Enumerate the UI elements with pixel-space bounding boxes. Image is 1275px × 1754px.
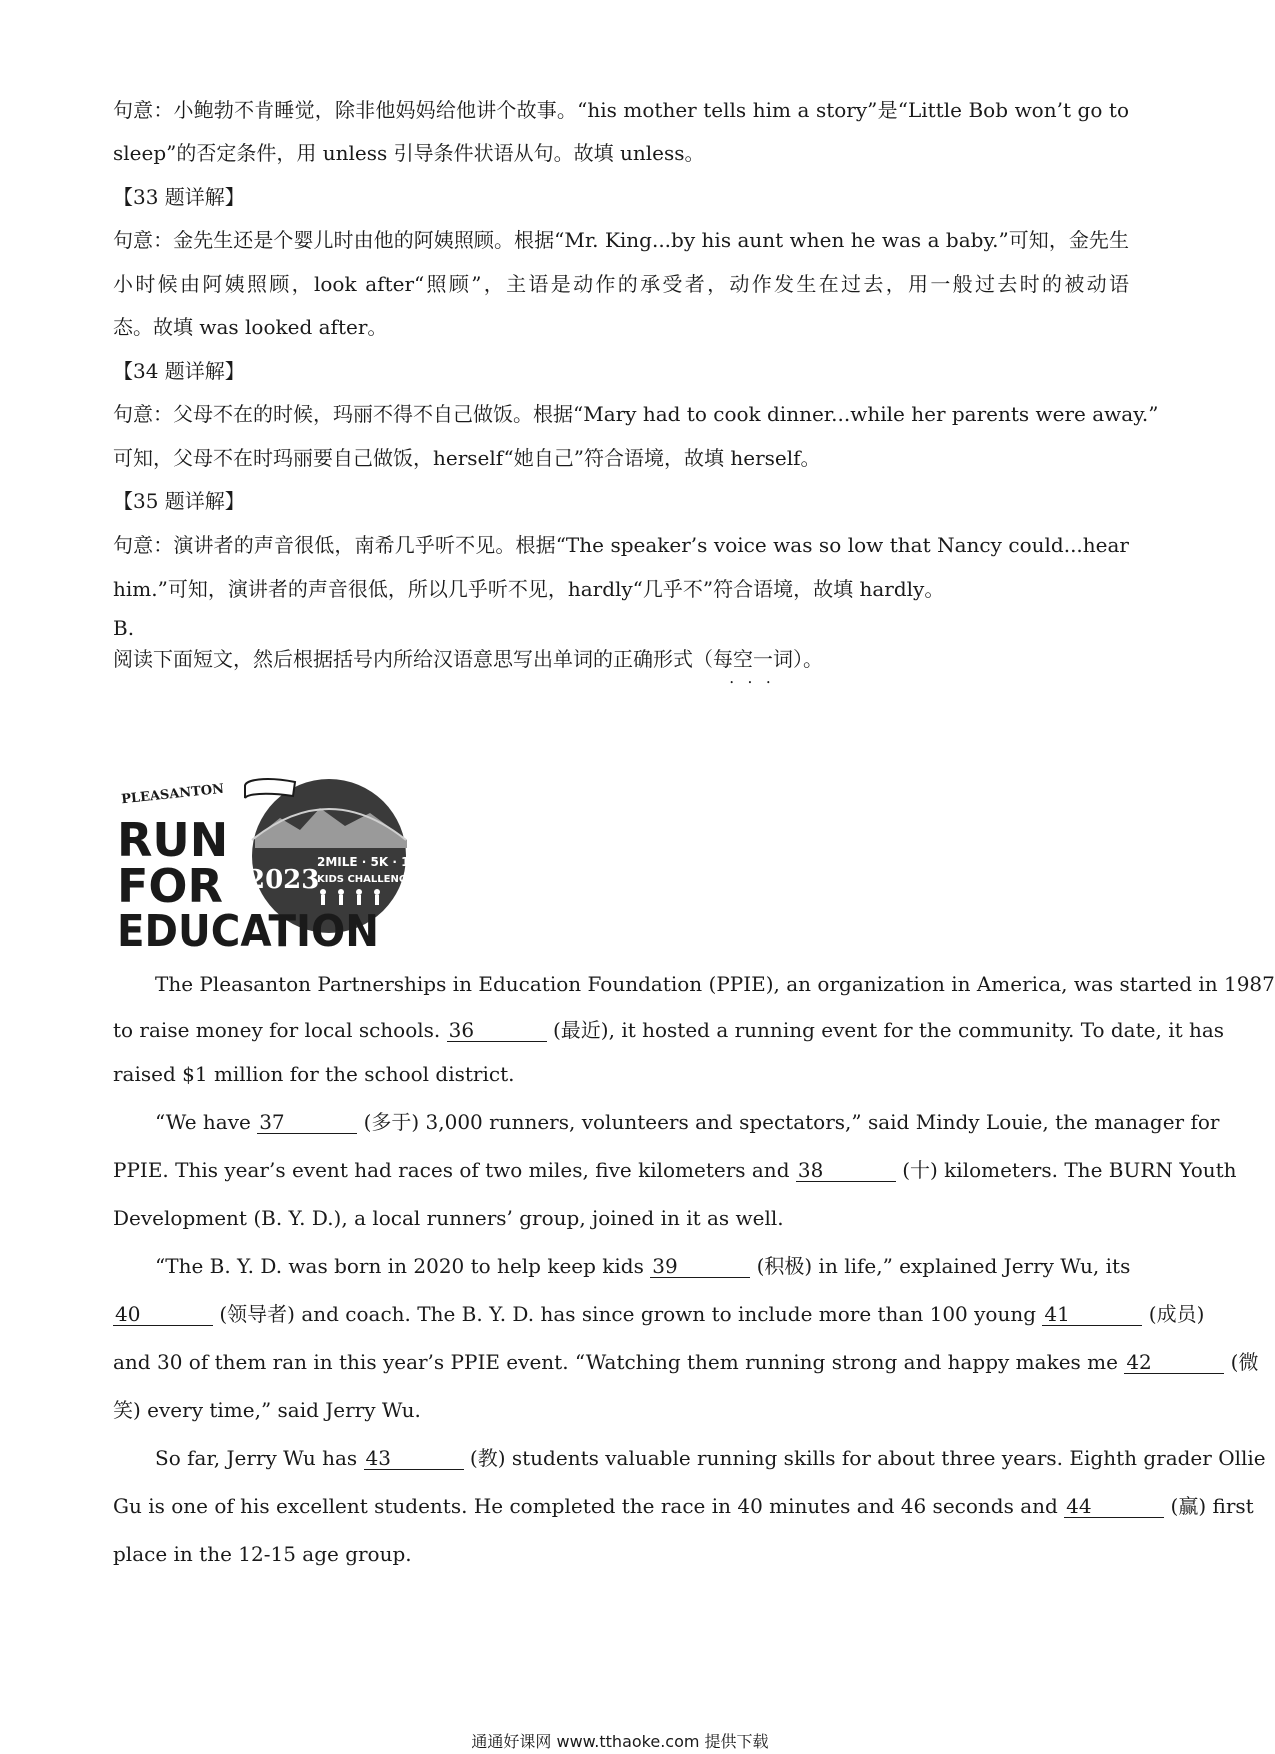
run-for-education-logo bbox=[115, 778, 428, 957]
passage-text: PPIE. This year’s event had races of two miles, five kilometers and bbox=[113, 1158, 790, 1182]
passage-text: to raise money for local schools. bbox=[113, 1018, 441, 1042]
section-heading: 【34 题详解】 bbox=[113, 359, 245, 383]
passage-line bbox=[155, 1444, 1266, 1472]
passage-line bbox=[113, 1492, 1254, 1520]
passage-text: (微 bbox=[1230, 1350, 1259, 1374]
text-line: 句意：金先生还是个婴儿时由他的阿姨照顾。根据“Mr. King...by his aunt when he was a baby.”可知，金先生 bbox=[113, 228, 1129, 252]
text-line: 小时候由阿姨照顾，look after“照顾”，主语是动作的承受者，动作发生在过去，用一般过去时的被动语 bbox=[113, 272, 1129, 296]
passage-line bbox=[113, 1348, 1259, 1376]
passage-line: 笑) every time,” said Jerry Wu. bbox=[113, 1398, 421, 1422]
section-label: B. bbox=[113, 616, 135, 640]
passage-line: The Pleasanton Partnerships in Education Foundation (PPIE), an organization in America, was started in 1987 bbox=[155, 972, 1275, 996]
blank-42[interactable]: 42 bbox=[1124, 1351, 1224, 1374]
passage-text: (赢) first bbox=[1170, 1494, 1254, 1518]
logo-education: EDUCATION bbox=[117, 906, 379, 957]
passage-text: (教) students valuable running skills for about three years. Eighth grader Ollie bbox=[469, 1446, 1266, 1470]
text-line: sleep”的否定条件，用 unless 引导条件状语从句。故填 unless。 bbox=[113, 141, 705, 165]
blank-38[interactable]: 38 bbox=[796, 1159, 896, 1182]
blank-39[interactable]: 39 bbox=[650, 1255, 750, 1278]
passage-text: (十) kilometers. The BURN Youth bbox=[902, 1158, 1237, 1182]
passage-text: (多于) 3,000 runners, volunteers and spectators,” said Mindy Louie, the manager for bbox=[363, 1110, 1220, 1134]
passage-text: and 30 of them ran in this year’s PPIE event. “Watching them running strong and happy makes me bbox=[113, 1350, 1118, 1374]
passage-text: So far, Jerry Wu has bbox=[155, 1446, 358, 1470]
passage-text: Gu is one of his excellent students. He completed the race in 40 minutes and 46 seconds and bbox=[113, 1494, 1058, 1518]
logo-year: 2023 bbox=[247, 865, 320, 895]
passage-line bbox=[155, 1252, 1129, 1280]
text-line: 句意：小鲍勃不肯睡觉，除非他妈妈给他讲个故事。“his mother tells him a story”是“Little Bob won’t go to bbox=[113, 98, 1129, 122]
passage-text: (积极) in life,” explained Jerry Wu, its bbox=[756, 1254, 1131, 1278]
blank-40[interactable]: 40 bbox=[113, 1303, 213, 1326]
logo-top-text: PLEASANTON bbox=[120, 781, 225, 808]
passage-text: (最近), it hosted a running event for the community. To date, it has bbox=[553, 1018, 1225, 1042]
instruction-line bbox=[113, 645, 1129, 673]
passage-line bbox=[155, 1108, 1220, 1136]
passage-line: Development (B. Y. D.), a local runners’ group, joined in it as well. bbox=[113, 1206, 784, 1230]
passage-line bbox=[113, 1016, 1225, 1044]
passage-line bbox=[113, 1156, 1237, 1184]
blank-41[interactable]: 41 bbox=[1042, 1303, 1142, 1326]
section-heading: 【33 题详解】 bbox=[113, 185, 245, 209]
blank-43[interactable]: 43 bbox=[364, 1447, 464, 1470]
section-heading: 【35 题详解】 bbox=[113, 489, 245, 513]
text-line: 可知，父母不在时玛丽要自己做饭，herself“她自己”符合语境，故填 herself。 bbox=[113, 446, 821, 470]
logo-events: 2MILE · 5K · 10K bbox=[317, 855, 428, 869]
page-footer: 通通好课网 www.tthaoke.com 提供下载 bbox=[471, 1732, 769, 1751]
text-line: 句意：父母不在的时候，玛丽不得不自己做饭。根据“Mary had to cook dinner...while her parents were away.” bbox=[113, 402, 1159, 426]
passage-text: (成员) bbox=[1148, 1302, 1205, 1326]
logo-run: RUN bbox=[117, 813, 229, 867]
blank-37[interactable]: 37 bbox=[257, 1111, 357, 1134]
instruction-emphasis: 每空一词 • • • bbox=[713, 647, 793, 671]
blank-36[interactable]: 36 bbox=[447, 1019, 547, 1042]
passage-line bbox=[113, 1300, 1205, 1328]
instruction-text-end: ）。 bbox=[793, 647, 823, 671]
logo-for: FOR bbox=[117, 859, 223, 913]
blank-44[interactable]: 44 bbox=[1064, 1495, 1164, 1518]
passage-text: “The B. Y. D. was born in 2020 to help keep kids bbox=[155, 1254, 644, 1278]
logo-kids: KIDS CHALLENGE bbox=[317, 874, 414, 885]
text-line: him.”可知，演讲者的声音很低，所以几乎听不见，hardly“几乎不”符合语境，故填 hardly。 bbox=[113, 577, 945, 601]
text-line: 态。故填 was looked after。 bbox=[113, 315, 388, 339]
passage-line: raised $1 million for the school district. bbox=[113, 1062, 515, 1086]
passage-text: (领导者) and coach. The B. Y. D. has since grown to include more than 100 young bbox=[219, 1302, 1037, 1326]
instruction-text: 阅读下面短文，然后根据括号内所给汉语意思写出单词的正确形式（ bbox=[113, 647, 713, 671]
passage-text: “We have bbox=[155, 1110, 251, 1134]
passage-line: place in the 12-15 age group. bbox=[113, 1542, 412, 1566]
text-line: 句意：演讲者的声音很低，南希几乎听不见。根据“The speaker’s voice was so low that Nancy could...hear bbox=[113, 533, 1129, 557]
